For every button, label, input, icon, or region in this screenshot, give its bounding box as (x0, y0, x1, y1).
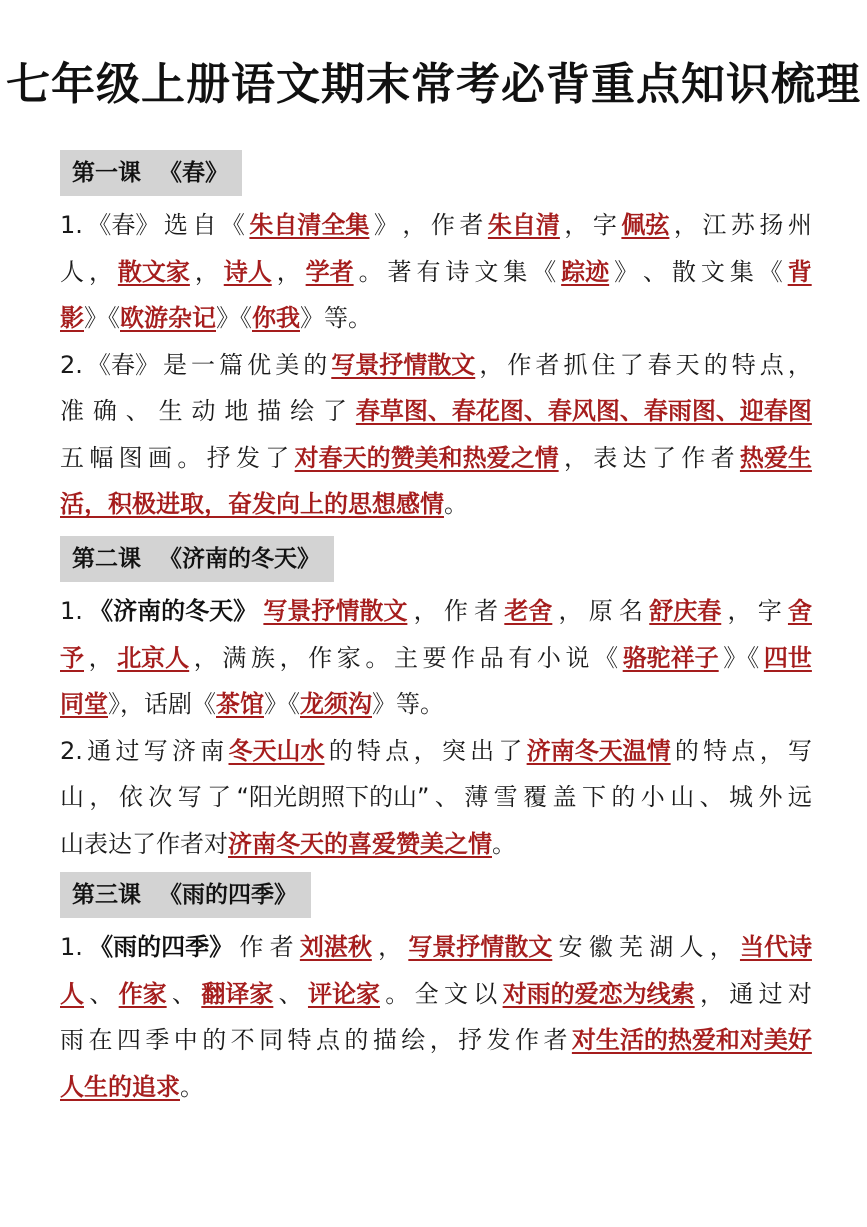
text-segment: ， (787, 350, 812, 379)
text-segment: 点 (731, 736, 756, 765)
text-segment: ， (276, 257, 301, 286)
text-segment: 、 (171, 979, 196, 1008)
text-segment: 。 (385, 979, 410, 1008)
text-segment: ， (563, 443, 588, 472)
lesson-name: 《济南的冬天》 (159, 546, 320, 572)
text-segment: 点 (385, 736, 410, 765)
text-segment: 山 (670, 783, 695, 811)
key-term: 写景抒情散文 (331, 350, 476, 379)
text-segment: 2. (60, 350, 83, 379)
text-segment: 、 (278, 979, 303, 1008)
text-line (60, 728, 812, 774)
key-term: 四世 (763, 643, 812, 672)
text-segment: 湖 (649, 933, 674, 961)
text-segment: ， (402, 211, 427, 239)
lesson-number: 第三课 (72, 882, 141, 908)
key-term: 龙须沟 (300, 690, 372, 718)
text-segment: 下 (581, 783, 606, 811)
text-segment: 地 (224, 397, 249, 425)
text-line (60, 635, 812, 681)
key-term: 济南冬天的喜爱赞美之情 (228, 829, 492, 858)
text-segment: 雨 (60, 1026, 84, 1054)
text-segment: 《春》 (87, 211, 160, 239)
key-term: 诗人 (223, 257, 272, 286)
text-segment: 。 (492, 829, 516, 858)
text-segment: 州 (787, 211, 812, 239)
key-term: 人 (60, 979, 84, 1008)
text-segment: 、 (89, 979, 114, 1008)
text-segment: 作 (515, 1026, 539, 1054)
text-segment: 族 (250, 643, 275, 672)
text-segment: 扬 (759, 211, 784, 239)
lesson-name: 《雨的四季》 (159, 882, 297, 908)
text-segment: 的 (344, 1026, 369, 1054)
text-segment: 了 (323, 397, 347, 425)
text-segment: 不 (230, 1026, 255, 1054)
text-segment: ， (279, 643, 304, 672)
text-segment: 文 (443, 979, 468, 1008)
text-segment: 抒 (458, 1026, 483, 1054)
key-term: 你我 (252, 304, 300, 332)
text-segment: 天 (675, 350, 700, 379)
key-term: 背 (787, 257, 812, 286)
key-term: 舍 (787, 597, 812, 625)
text-segment: 芜 (619, 933, 644, 961)
key-term: 朱自清全集 (249, 211, 370, 239)
text-line (60, 821, 812, 867)
text-segment: ， (88, 257, 113, 286)
lesson-number: 第二课 (72, 546, 141, 572)
text-segment: ， (709, 933, 734, 961)
text-segment: 达 (622, 443, 647, 472)
text-segment: 《春》 (86, 350, 159, 379)
text-segment: 者 (459, 211, 484, 239)
text-segment: 《 (220, 211, 245, 239)
text-segment: 五 (60, 443, 84, 472)
text-line (60, 1064, 812, 1110)
text-segment: 有 (508, 643, 533, 672)
text-segment: 集 (503, 257, 528, 286)
text-segment: 作 (239, 933, 264, 961)
key-term: 骆驼祥子 (622, 643, 719, 672)
key-term: 同堂 (60, 690, 108, 718)
text-line (60, 435, 812, 481)
text-segment: ， (479, 350, 504, 379)
text-segment: 特 (703, 736, 728, 765)
text-segment: 描 (372, 1026, 397, 1054)
text-segment: 作 (451, 643, 476, 672)
key-term: 北京人 (117, 643, 190, 672)
key-term: 人生的追求 (60, 1072, 180, 1101)
key-term: 春草图、春花图、春风图、春雨图、迎春图 (355, 397, 812, 425)
text-segment: 表 (593, 443, 618, 472)
text-segment: 中 (173, 1026, 198, 1054)
text-segment: 生 (158, 397, 183, 425)
text-segment: ， (413, 597, 438, 625)
lesson-heading (60, 872, 311, 918)
text-segment: 《雨的四季》 (89, 933, 234, 961)
text-segment: 点 (759, 350, 784, 379)
text-segment: ， (699, 979, 724, 1008)
text-segment: 文 (474, 257, 499, 286)
text-segment: 徽 (588, 933, 613, 961)
text-segment: 文 (700, 257, 725, 286)
text-line (60, 588, 812, 634)
text-segment: 次 (148, 783, 173, 811)
text-segment: 城 (729, 783, 754, 811)
page-title: 七年级上册语文期末常考必背重点知识梳理 (6, 59, 861, 110)
text-segment: 1. (60, 211, 83, 239)
text-segment: ， (558, 597, 583, 625)
text-line (60, 924, 812, 970)
text-segment: 有 (416, 257, 441, 286)
key-term: 对生活的热爱和对美好 (571, 1026, 812, 1054)
key-term: 活，积极进取，奋发向上的思想感情 (60, 490, 444, 518)
text-segment: 盖 (552, 783, 577, 811)
text-segment: 过 (758, 979, 783, 1008)
text-segment: 》 (614, 257, 639, 286)
text-segment: ， (89, 783, 114, 811)
text-segment: 济 (171, 736, 196, 765)
key-term: 对雨的爱恋为线索 (502, 979, 695, 1008)
text-line (60, 342, 812, 388)
text-segment: 山表达了作者对 (60, 829, 228, 858)
text-line (60, 481, 812, 527)
text-line (60, 388, 812, 434)
text-segment: 、 (125, 397, 150, 425)
lesson-name: 《春》 (159, 160, 228, 186)
text-segment: 在 (88, 1026, 113, 1054)
text-segment: 》 (373, 211, 398, 239)
text-segment: 主 (393, 643, 418, 672)
text-segment: 四 (116, 1026, 141, 1054)
text-segment: 作 (507, 350, 532, 379)
key-term: 冬天山水 (228, 736, 325, 765)
text-segment: 特 (287, 1026, 312, 1054)
text-segment: 抒 (206, 443, 231, 472)
text-segment: 美 (275, 350, 300, 379)
text-segment: 作 (430, 211, 455, 239)
text-segment: 通 (729, 979, 754, 1008)
text-segment: 篇 (219, 350, 244, 379)
text-segment: 山 (60, 783, 84, 811)
text-segment: 写 (177, 783, 202, 811)
text-segment: 安 (558, 933, 583, 961)
key-term: 佩弦 (621, 211, 670, 239)
text-segment: 一 (191, 350, 216, 379)
text-segment: 说 (565, 643, 590, 672)
text-segment: 名 (619, 597, 644, 625)
text-segment: 外 (758, 783, 783, 811)
key-term: 散文家 (117, 257, 190, 286)
text-segment: 住 (591, 350, 616, 379)
text-segment: 苏 (730, 211, 755, 239)
text-segment: 的 (202, 1026, 227, 1054)
text-segment: 覆 (523, 783, 548, 811)
text-segment: 》《 (84, 304, 120, 332)
text-segment: 绘 (290, 397, 315, 425)
text-segment: 者 (710, 443, 735, 472)
text-segment: ， (193, 643, 218, 672)
text-segment: 了 (651, 443, 676, 472)
text-segment: 作 (681, 443, 706, 472)
text-segment: ， (759, 736, 784, 765)
key-term: 茶馆 (216, 690, 264, 718)
text-segment: 写 (143, 736, 168, 765)
text-segment: 雪 (493, 783, 518, 811)
text-segment: 者 (269, 933, 294, 961)
text-segment: 发 (235, 443, 260, 472)
text-segment: 字 (592, 211, 617, 239)
text-segment: 者 (535, 350, 560, 379)
text-segment: 作 (443, 597, 468, 625)
text-segment: ， (378, 933, 403, 961)
text-segment: 同 (259, 1026, 284, 1054)
key-term: 欧游杂记 (120, 304, 216, 332)
text-segment: 优 (247, 350, 272, 379)
text-segment: 幅 (89, 443, 114, 472)
text-segment: 全 (414, 979, 439, 1008)
text-segment: 描 (257, 397, 282, 425)
text-segment: 1. (60, 933, 83, 961)
text-segment: 准 (60, 397, 84, 425)
key-term: 刘湛秋 (299, 933, 372, 961)
text-segment: 2. (60, 736, 83, 765)
text-segment: 。 (180, 1072, 204, 1101)
text-segment: 》等。 (372, 690, 444, 718)
text-segment: 《济南的冬天》 (89, 597, 258, 625)
text-segment: 选 (163, 211, 188, 239)
text-segment: 过 (115, 736, 140, 765)
text-segment: 满 (222, 643, 247, 672)
text-line (60, 1017, 812, 1063)
text-segment: 春 (647, 350, 672, 379)
text-segment: 。 (177, 443, 202, 472)
text-segment: 诗 (445, 257, 470, 286)
text-segment: 《 (532, 257, 557, 286)
text-segment: 《 (758, 257, 783, 286)
text-segment: ， (88, 643, 113, 672)
text-segment: 点 (315, 1026, 340, 1054)
text-segment: 抓 (563, 350, 588, 379)
key-term: 老舍 (504, 597, 553, 625)
text-segment: 集 (729, 257, 754, 286)
key-term: 当代诗 (739, 933, 812, 961)
lesson-number: 第一课 (72, 160, 141, 186)
key-term: 舒庆春 (649, 597, 722, 625)
text-segment: 人 (60, 257, 84, 286)
text-segment: ， (413, 736, 438, 765)
text-segment: 、 (434, 783, 459, 811)
text-segment: 了 (498, 736, 523, 765)
text-segment: 动 (191, 397, 216, 425)
text-line (60, 774, 812, 820)
text-segment: 的 (611, 783, 636, 811)
text-segment: 的 (328, 736, 353, 765)
key-term: 踪迹 (561, 257, 610, 286)
key-term: 作家 (118, 979, 167, 1008)
key-term: 学者 (305, 257, 354, 286)
key-term: 写景抒情散文 (408, 933, 553, 961)
text-segment: 南 (200, 736, 225, 765)
key-term: 对春天的赞美和热爱之情 (294, 443, 559, 472)
text-segment: 了 (265, 443, 290, 472)
text-segment: 《 (594, 643, 619, 672)
text-segment: “阳光朗照下的山” (236, 783, 430, 811)
key-term: 影 (60, 304, 84, 332)
text-segment: 通 (87, 736, 112, 765)
text-segment: 1. (60, 597, 83, 625)
text-segment: 。 (365, 643, 390, 672)
text-segment: 著 (387, 257, 412, 286)
text-segment: 者 (543, 1026, 568, 1054)
text-segment: ， (673, 211, 698, 239)
text-line (60, 295, 812, 341)
text-segment: 江 (702, 211, 727, 239)
text-segment: 写 (787, 736, 812, 765)
text-segment: 品 (479, 643, 504, 672)
text-segment: ， (429, 1026, 454, 1054)
text-segment: 人 (679, 933, 704, 961)
text-segment: 薄 (464, 783, 489, 811)
text-segment: 原 (588, 597, 613, 625)
text-segment: 画 (147, 443, 172, 472)
text-segment: 了 (619, 350, 644, 379)
text-segment: 。 (358, 257, 383, 286)
text-segment: 作 (308, 643, 333, 672)
text-line (60, 249, 812, 295)
text-line (60, 202, 812, 248)
text-segment: 特 (731, 350, 756, 379)
lesson-heading (60, 150, 242, 196)
key-term: 热爱生 (739, 443, 812, 472)
text-segment: ， (194, 257, 219, 286)
text-segment: 》等。 (300, 304, 372, 332)
text-segment: 字 (757, 597, 782, 625)
key-term: 予 (60, 643, 84, 672)
text-segment: ， (564, 211, 589, 239)
text-segment: 以 (473, 979, 498, 1008)
text-segment: 、 (699, 783, 724, 811)
text-segment: 了 (207, 783, 232, 811)
text-segment: 散 (671, 257, 696, 286)
text-segment: 要 (422, 643, 447, 672)
text-segment: 家 (336, 643, 361, 672)
text-segment: 》《 (216, 304, 252, 332)
text-line (60, 681, 812, 727)
text-segment: 突 (441, 736, 466, 765)
text-segment: 》，话剧《 (108, 690, 216, 718)
text-segment: 的 (674, 736, 699, 765)
text-line (60, 971, 812, 1017)
text-segment: 季 (145, 1026, 170, 1054)
text-segment: 小 (640, 783, 665, 811)
text-segment: 自 (192, 211, 217, 239)
text-segment: 特 (357, 736, 382, 765)
key-term: 写景抒情散文 (263, 597, 408, 625)
text-segment: 的 (303, 350, 328, 379)
key-term: 朱自清 (487, 211, 560, 239)
text-segment: 绘 (401, 1026, 426, 1054)
key-term: 济南冬天温情 (526, 736, 671, 765)
text-segment: 发 (486, 1026, 511, 1054)
key-term: 翻译家 (201, 979, 274, 1008)
text-segment: 者 (474, 597, 499, 625)
text-segment: 、 (643, 257, 667, 286)
text-segment: 的 (703, 350, 728, 379)
text-segment: 对 (787, 979, 812, 1008)
key-term: 评论家 (307, 979, 380, 1008)
lesson-heading (60, 536, 334, 582)
text-segment: ， (727, 597, 752, 625)
text-segment: 小 (536, 643, 561, 672)
text-segment: 出 (470, 736, 495, 765)
text-segment: 确 (92, 397, 117, 425)
text-segment: 是 (163, 350, 187, 379)
text-segment: 远 (787, 783, 812, 811)
text-segment: 图 (118, 443, 143, 472)
text-segment: 。 (444, 490, 468, 518)
text-segment: 依 (118, 783, 143, 811)
text-segment: 》《 (264, 690, 300, 718)
text-segment: 》《 (723, 643, 760, 672)
